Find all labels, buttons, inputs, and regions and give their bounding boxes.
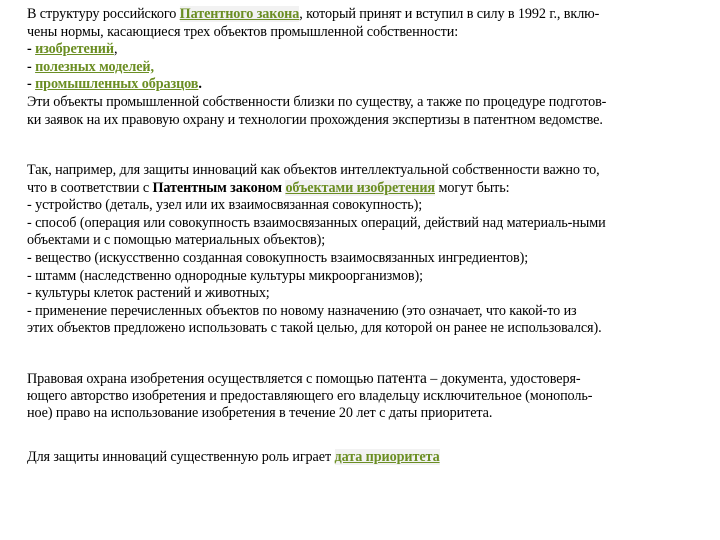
dash: - (27, 58, 36, 75)
text: что в соответствии с (27, 179, 153, 196)
patent-term: патента (376, 370, 427, 387)
text: . (198, 76, 202, 93)
list-item (27, 76, 695, 94)
list-item (27, 59, 695, 77)
list-item: - устройство (деталь, узел или их взаимосвязанная совокупность); (27, 197, 423, 214)
text: , который принят и вступил в силу в 1992 г., вклю- (299, 6, 600, 22)
text: могут быть: (435, 179, 510, 196)
paragraph-invention-objects (27, 162, 695, 338)
paragraph-legal-protection (27, 370, 695, 423)
line: ное) право на использование изобретения в течение 20 лет с даты приоритета. (27, 405, 493, 422)
line (27, 449, 695, 467)
paragraph-patent-law (27, 6, 695, 129)
text: – документа, удостоверя- (426, 371, 581, 387)
list-item: - применение перечисленных объектов по новому назначению (это означает, что какой-то из (27, 302, 577, 319)
line: чены нормы, касающиеся трех объектов промышленной собственности: (27, 23, 459, 40)
line (27, 6, 695, 24)
invention-objects-link[interactable]: объектами изобретения (285, 179, 435, 196)
list-item (27, 41, 695, 59)
line: объектами и с помощью материальных объектов); (27, 232, 326, 249)
line: Так, например, для защиты инноваций как объектов интеллектуальной собственности важно то, (27, 162, 600, 178)
dash: - (27, 41, 36, 58)
line: ющего авторство изобретения и предоставляющего его владельцу исключительное (монополь- (27, 387, 593, 404)
list-item: - культуры клеток растений и животных; (27, 285, 270, 302)
industrial-designs-link[interactable]: промышленных образцов (35, 76, 199, 93)
text: В структуру российского (27, 6, 180, 22)
text: Правовая охрана изобретения осуществляется с помощью (27, 371, 377, 387)
patent-law-link[interactable]: Патентного закона (179, 6, 300, 22)
list-item: - вещество (искусственно созданная совокупность взаимосвязанных ингредиентов); (27, 249, 529, 266)
inventions-link[interactable]: изобретений (35, 41, 114, 58)
utility-models-link[interactable]: полезных моделей, (35, 58, 154, 75)
patent-law-bold: Патентным законом (152, 179, 282, 196)
text: Для защиты инноваций существенную роль играет (27, 449, 335, 465)
line: этих объектов предложено использовать с такой целью, для которой он ранее не использовался). (27, 320, 602, 337)
line (27, 180, 695, 198)
line (27, 370, 695, 388)
priority-date-link[interactable]: дата приоритета (334, 449, 440, 465)
list-item: - штамм (наследственно однородные культуры микроорганизмов); (27, 267, 423, 284)
dash: - (27, 76, 36, 93)
list-item: - способ (операция или совокупность взаимосвязанных операций, действий над материаль-ными (27, 214, 606, 231)
text: , (113, 41, 118, 58)
line: ки заявок на их правовую охрану и технологии прохождения экспертизы в патентном ведомстве. (27, 111, 603, 128)
paragraph-priority-date (27, 449, 695, 467)
line: Эти объекты промышленной собственности близки по существу, а также по процедуре подготов- (27, 93, 607, 110)
